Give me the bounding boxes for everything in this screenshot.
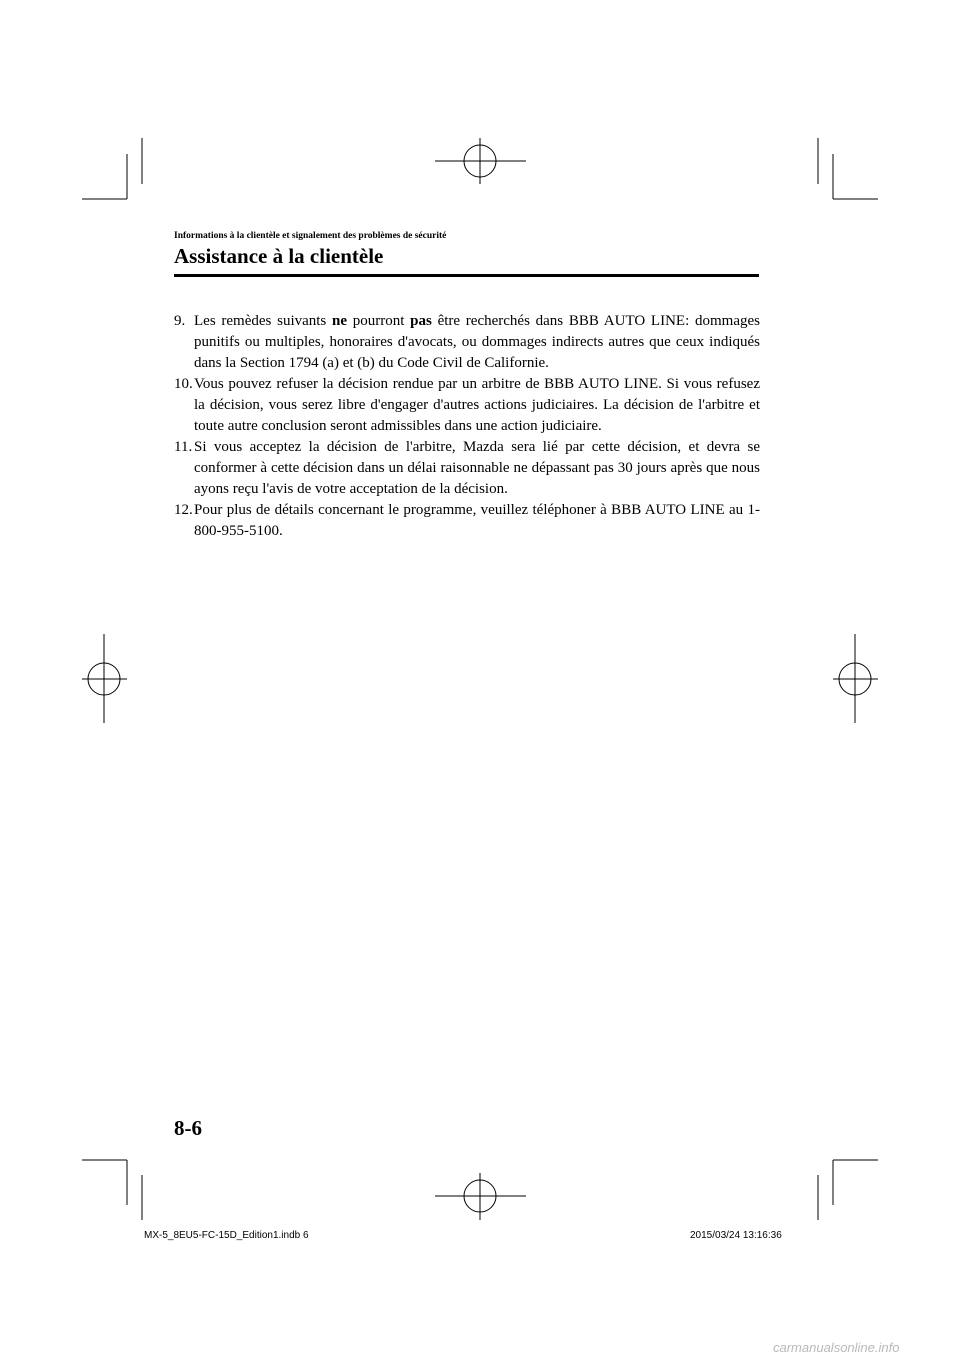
page-number: 8-6 (174, 1116, 202, 1140)
list-item (174, 500, 760, 542)
footer-filename: MX-5_8EU5-FC-15D_Edition1.indb 6 (144, 1230, 309, 1241)
bold-word: ne (332, 313, 348, 329)
section-subtitle: Informations à la clientèle et signalement des problèmes de sécurité (174, 231, 447, 241)
page-title: Assistance à la clientèle (174, 244, 384, 268)
item-number: 10. (174, 376, 193, 392)
item-text: Les remèdes suivants ne pourront pas être recherchés dans BBB AUTO LINE: dommages punitifs ou multiples, honoraires d'avocats, ou dommages indirects autres que ceux indiqués dans la Section 1794 (a) et (b) du Code Civil de Californie. (194, 313, 760, 371)
title-divider (174, 274, 759, 277)
item-number: 9. (174, 313, 186, 329)
item-text: Vous pouvez refuser la décision rendue par un arbitre de BBB AUTO LINE. Si vous refusez la décision, vous serez libre d'engager d'autres actions judiciaires. La décision de l'arbitre et toute autre conclusion seront admissibles dans une action judiciaire. (194, 376, 760, 434)
footer-timestamp: 2015/03/24 13:16:36 (690, 1230, 782, 1241)
numbered-list (174, 311, 760, 542)
list-item (174, 437, 760, 500)
item-text: Pour plus de détails concernant le programme, veuillez téléphoner à BBB AUTO LINE au 1-800-955-5100. (194, 502, 760, 539)
item-text: Si vous acceptez la décision de l'arbitre, Mazda sera lié par cette décision, et devra se conformer à cette décision dans un délai raisonnable ne dépassant pas 30 jours après que nous ayons reçu l'avis de votre acceptation de la décision. (194, 439, 760, 497)
bold-word: pas (410, 313, 432, 329)
watermark: carmanualsonline.info (773, 1340, 900, 1355)
list-item (174, 311, 760, 374)
item-number: 12. (174, 502, 193, 518)
list-item (174, 374, 760, 437)
item-number: 11. (174, 439, 193, 455)
